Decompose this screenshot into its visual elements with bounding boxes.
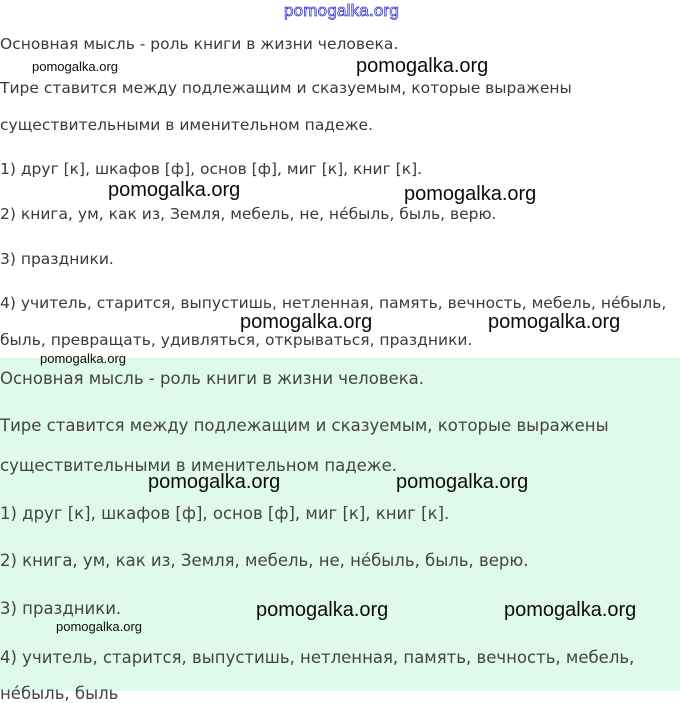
watermark-large: pomogalka.org — [148, 471, 281, 493]
watermark-small: pomogalka.org — [40, 351, 126, 366]
bottom-item-2: 2) книга, ум, как из, Земля, мебель, не, нéбыль, быль, верю. — [0, 551, 529, 570]
top-dash-rule-line2: существительными в именительном падеже. — [0, 116, 373, 134]
bottom-dash-rule-line1: Тире ставится между подлежащим и сказуемым, которые выражены — [0, 416, 609, 435]
top-item-4-line1: 4) учитель, старится, выпустишь, нетленная, память, вечность, мебель, нéбыль, — [0, 294, 667, 312]
watermark-large: pomogalka.org — [240, 311, 373, 333]
header-watermark: pomogalka.org — [284, 1, 400, 20]
watermark-large: pomogalka.org — [356, 55, 489, 77]
top-item-3: 3) праздники. — [0, 250, 114, 268]
watermark-large: pomogalka.org — [488, 311, 621, 333]
top-item-4-line2: быль, превращать, удивляться, открываться, праздники. — [0, 331, 473, 349]
top-main-idea: Основная мысль - роль книги в жизни человека. — [0, 35, 399, 53]
watermark-small: pomogalka.org — [56, 619, 142, 634]
bottom-answer-block — [0, 358, 680, 691]
bottom-item-4-line2: нéбыль, быль — [0, 684, 119, 703]
watermark-large: pomogalka.org — [504, 599, 637, 621]
bottom-main-idea: Основная мысль - роль книги в жизни человека. — [0, 369, 425, 388]
top-dash-rule-line1: Тире ставится между подлежащим и сказуемым, которые выражены — [0, 79, 572, 97]
bottom-dash-rule-line2: существительными в именительном падеже. — [0, 456, 398, 475]
watermark-large: pomogalka.org — [396, 471, 529, 493]
watermark-large: pomogalka.org — [108, 179, 241, 201]
watermark-large: pomogalka.org — [256, 599, 389, 621]
watermark-small: pomogalka.org — [32, 59, 118, 74]
watermark-large: pomogalka.org — [404, 183, 537, 205]
bottom-item-4-line1: 4) учитель, старится, выпустишь, нетленная, память, вечность, мебель, — [0, 648, 635, 667]
bottom-item-3: 3) праздники. — [0, 599, 122, 618]
top-item-2: 2) книга, ум, как из, Земля, мебель, не, нéбыль, быль, верю. — [0, 205, 497, 223]
bottom-item-1: 1) друг [к], шкафов [ф], основ [ф], миг [к], книг [к]. — [0, 504, 450, 523]
top-item-1: 1) друг [к], шкафов [ф], основ [ф], миг [к], книг [к]. — [0, 160, 423, 178]
